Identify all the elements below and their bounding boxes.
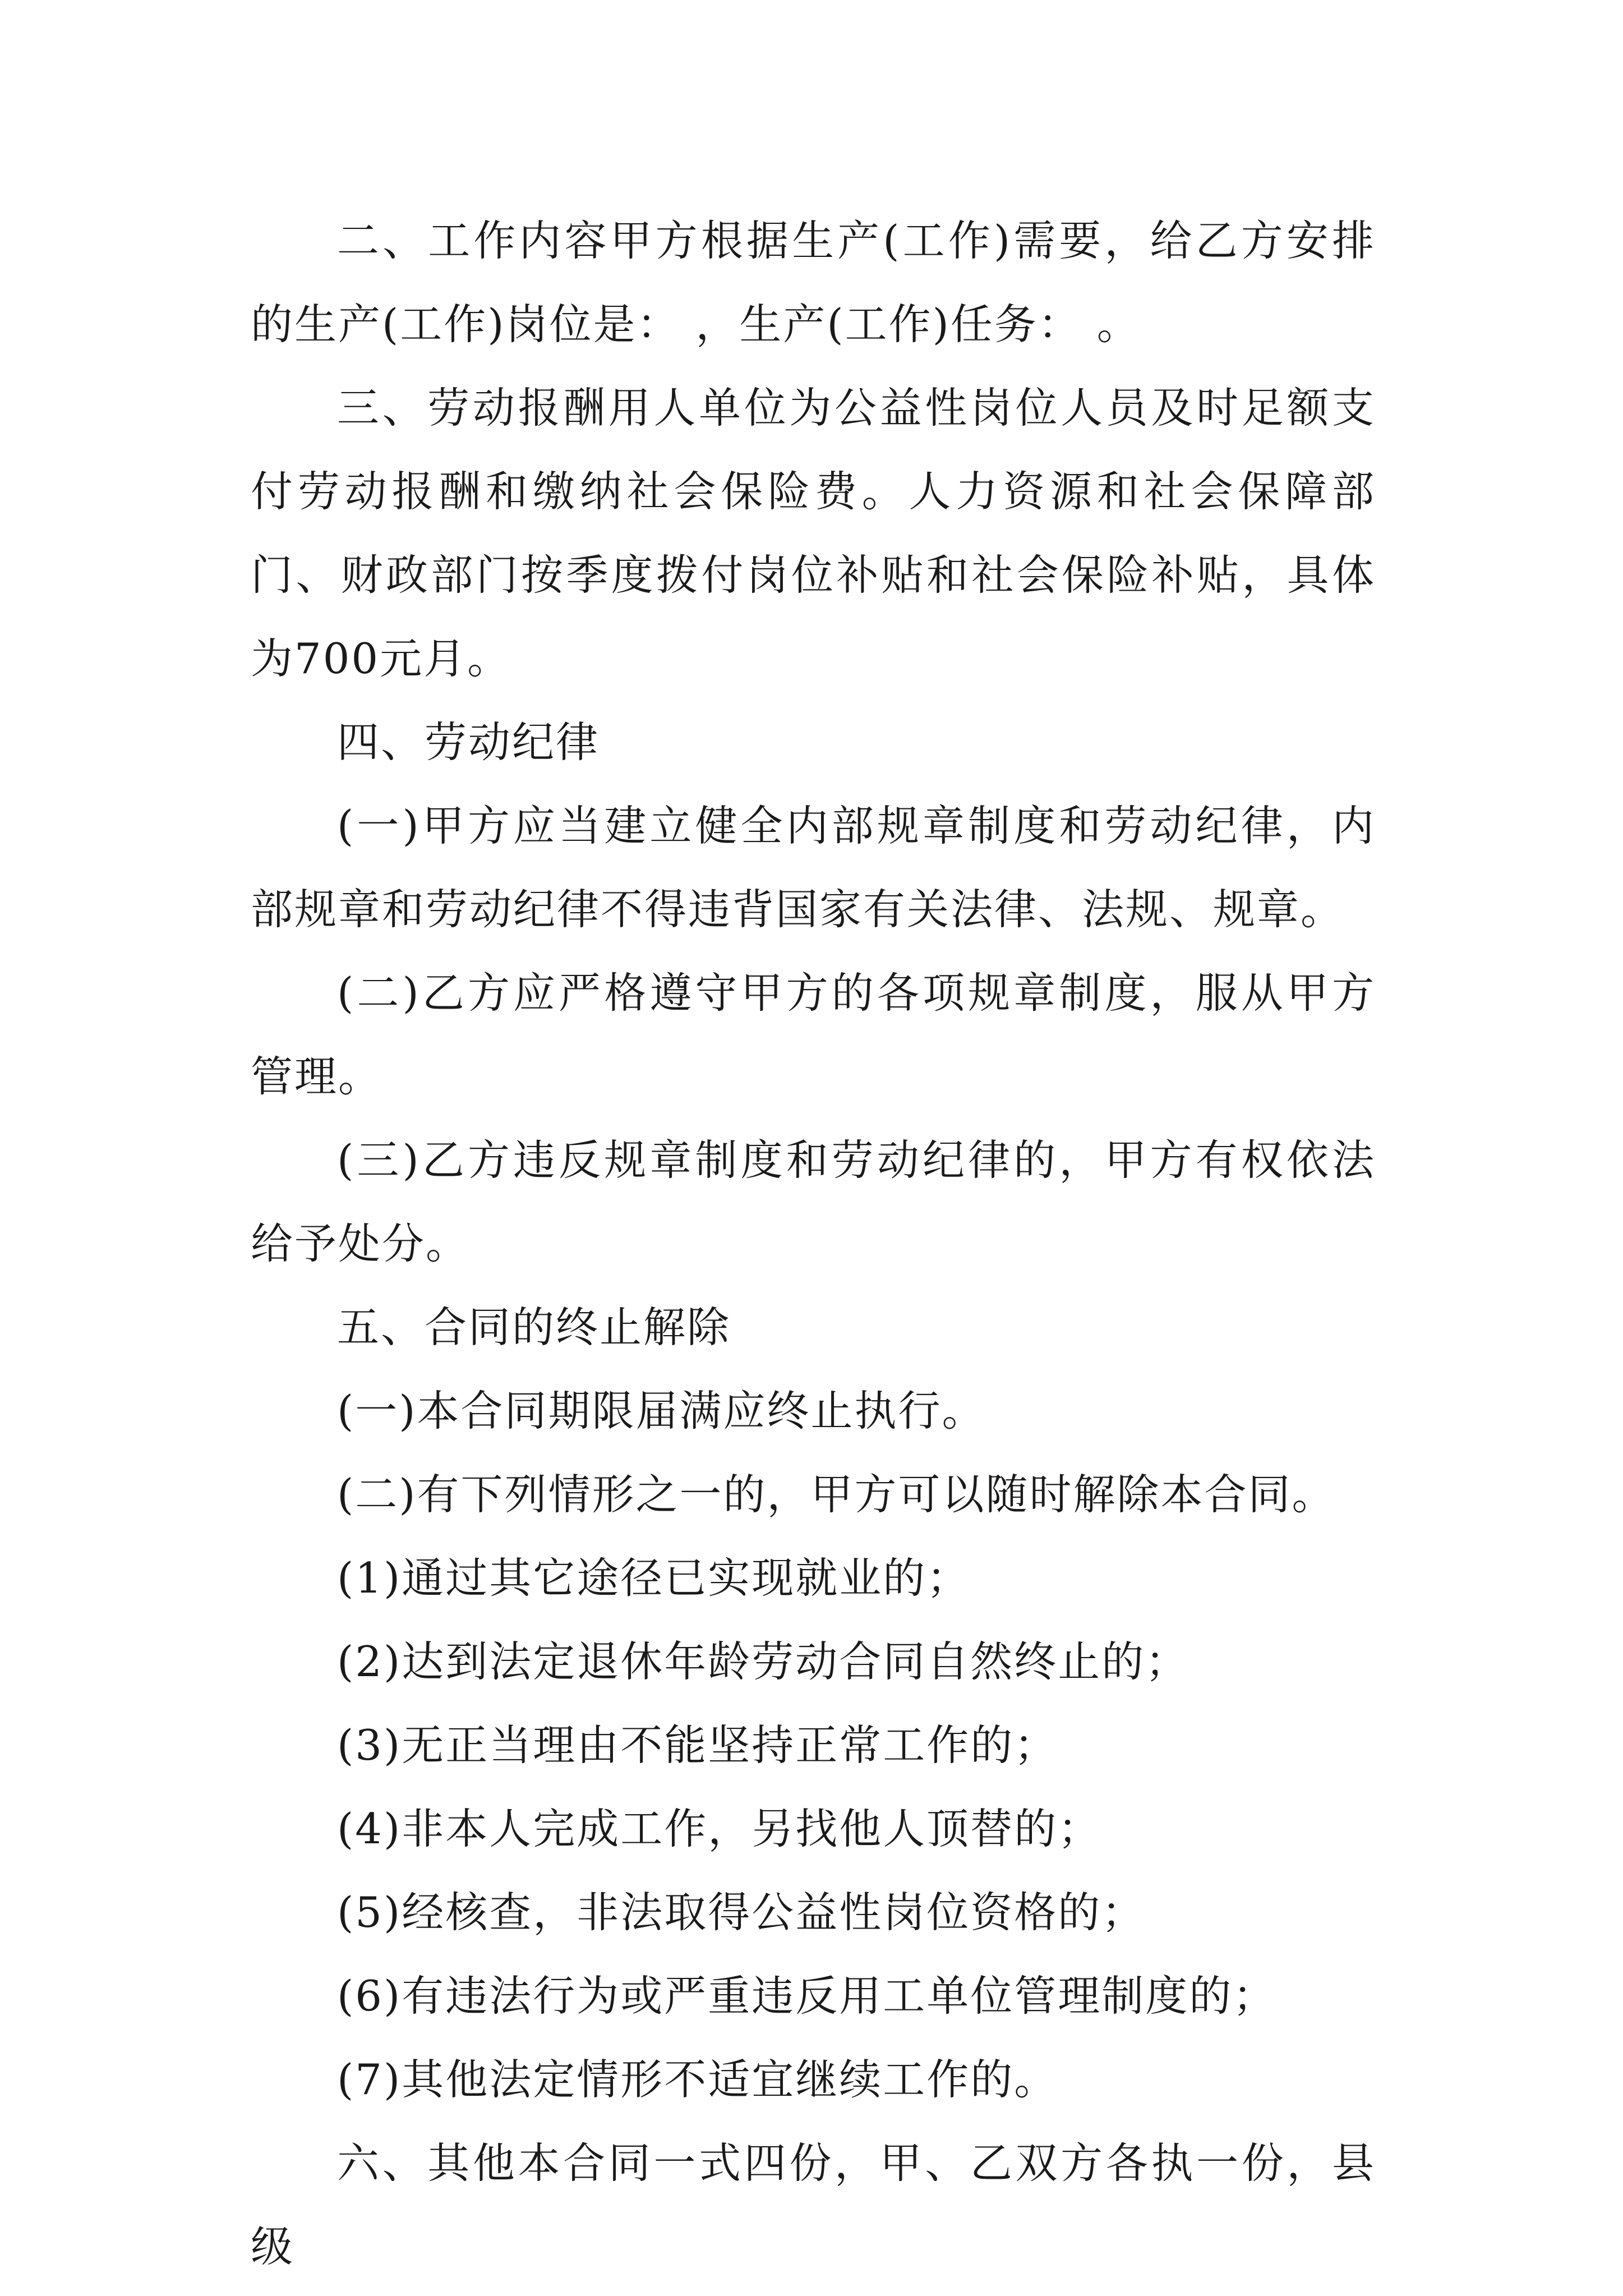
list-item-4: (4)非本人完成工作，另找他人顶替的； — [337, 1804, 1102, 1853]
section-5-item-2: (二)有下列情形之一的，甲方可以随时解除本合同。 — [337, 1470, 1336, 1519]
list-item-1: (1)通过其它途径已实现就业的； — [337, 1553, 971, 1603]
section-4-heading: 四、劳动纪律 — [337, 717, 600, 767]
section-5-item-1: (一)本合同期限届满应终止执行。 — [337, 1386, 986, 1435]
section-5-heading: 五、合同的终止解除 — [337, 1303, 731, 1352]
section-4-item-2: (二)乙方应严格遵守甲方的各项规章制度，服从甲方管理。 — [251, 968, 1376, 1101]
list-item-5: (5)经核查，非法取得公益性岗位资格的； — [337, 1888, 1146, 1937]
list-item-3: (3)无正当理由不能坚持正常工作的； — [337, 1720, 1058, 1770]
section-3-remuneration: 三、劳动报酬用人单位为公益性岗位人员及时足额支付劳动报酬和缴纳社会保险费。人力资源和社会保障部门、财政部门按季度拨付岗位补贴和社会保险补贴，具体为700元月。 — [251, 383, 1376, 683]
section-4-item-1: (一)甲方应当建立健全内部规章制度和劳动纪律，内部规章和劳动纪律不得违背国家有关法律、法规、规章。 — [251, 801, 1376, 934]
section-2-work-content: 二、工作内容甲方根据生产(工作)需要，给乙方安排的生产(工作)岗位是： ，生产(工作)任务： 。 — [251, 216, 1376, 349]
list-item-2: (2)达到法定退休年龄劳动合同自然终止的； — [337, 1637, 1189, 1686]
section-6-other: 六、其他本合同一式四份，甲、乙双方各执一份，县级 — [251, 2138, 1376, 2271]
list-item-7: (7)其他法定情形不适宜继续工作的。 — [337, 2055, 1058, 2104]
list-item-6: (6)有违法行为或严重违反用工单位管理制度的； — [337, 1971, 1277, 2021]
document-body — [251, 199, 1376, 2289]
section-4-item-3: (三)乙方违反规章制度和劳动纪律的，甲方有权依法给予处分。 — [251, 1135, 1376, 1268]
